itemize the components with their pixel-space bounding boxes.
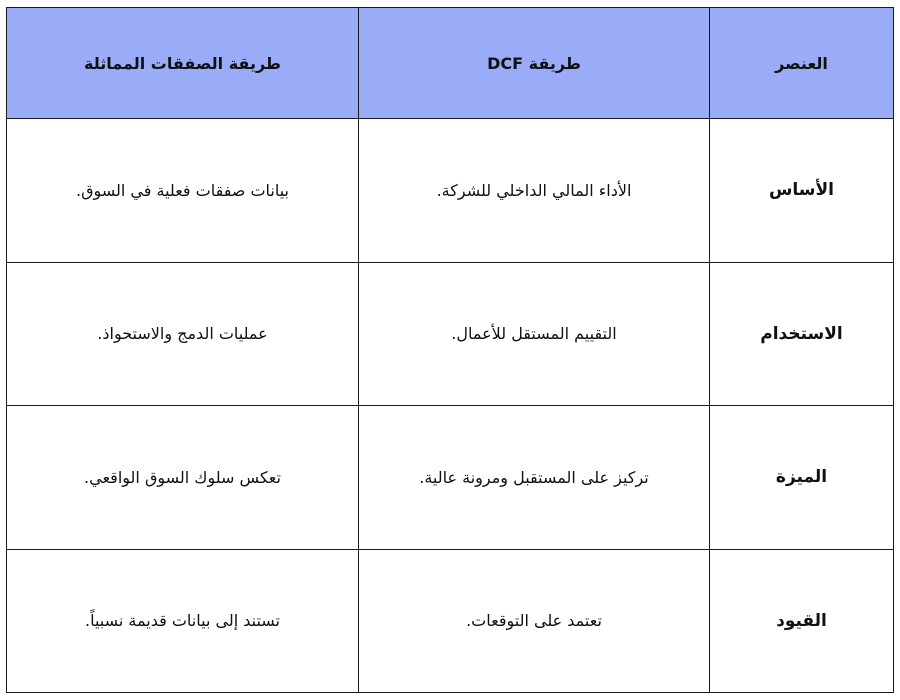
header-row bbox=[7, 8, 894, 119]
cell-limitations-dcf: تعتمد على التوقعات. bbox=[359, 549, 710, 693]
cell-usage-dcf: التقييم المستقل للأعمال. bbox=[359, 262, 710, 406]
row-label-advantage: الميزة bbox=[710, 406, 894, 550]
cell-basis-dcf: الأداء المالي الداخلي للشركة. bbox=[359, 119, 710, 263]
cell-advantage-dcf: تركيز على المستقبل ومرونة عالية. bbox=[359, 406, 710, 550]
table-row-usage bbox=[7, 262, 894, 406]
cell-advantage-comparable: تعكس سلوك السوق الواقعي. bbox=[7, 406, 359, 550]
comparison-table bbox=[6, 7, 894, 693]
table-row-limitations bbox=[7, 549, 894, 693]
cell-limitations-comparable: تستند إلى بيانات قديمة نسبياً. bbox=[7, 549, 359, 693]
table-row-advantage bbox=[7, 406, 894, 550]
header-dcf-method: طريقة DCF bbox=[359, 8, 710, 119]
header-element: العنصر bbox=[710, 8, 894, 119]
cell-usage-comparable: عمليات الدمج والاستحواذ. bbox=[7, 262, 359, 406]
cell-basis-comparable: بيانات صفقات فعلية في السوق. bbox=[7, 119, 359, 263]
row-label-limitations: القيود bbox=[710, 549, 894, 693]
header-comparable-transactions: طريقة الصفقات المماثلة bbox=[7, 8, 359, 119]
row-label-basis: الأساس bbox=[710, 119, 894, 263]
row-label-usage: الاستخدام bbox=[710, 262, 894, 406]
table-row-basis bbox=[7, 119, 894, 263]
